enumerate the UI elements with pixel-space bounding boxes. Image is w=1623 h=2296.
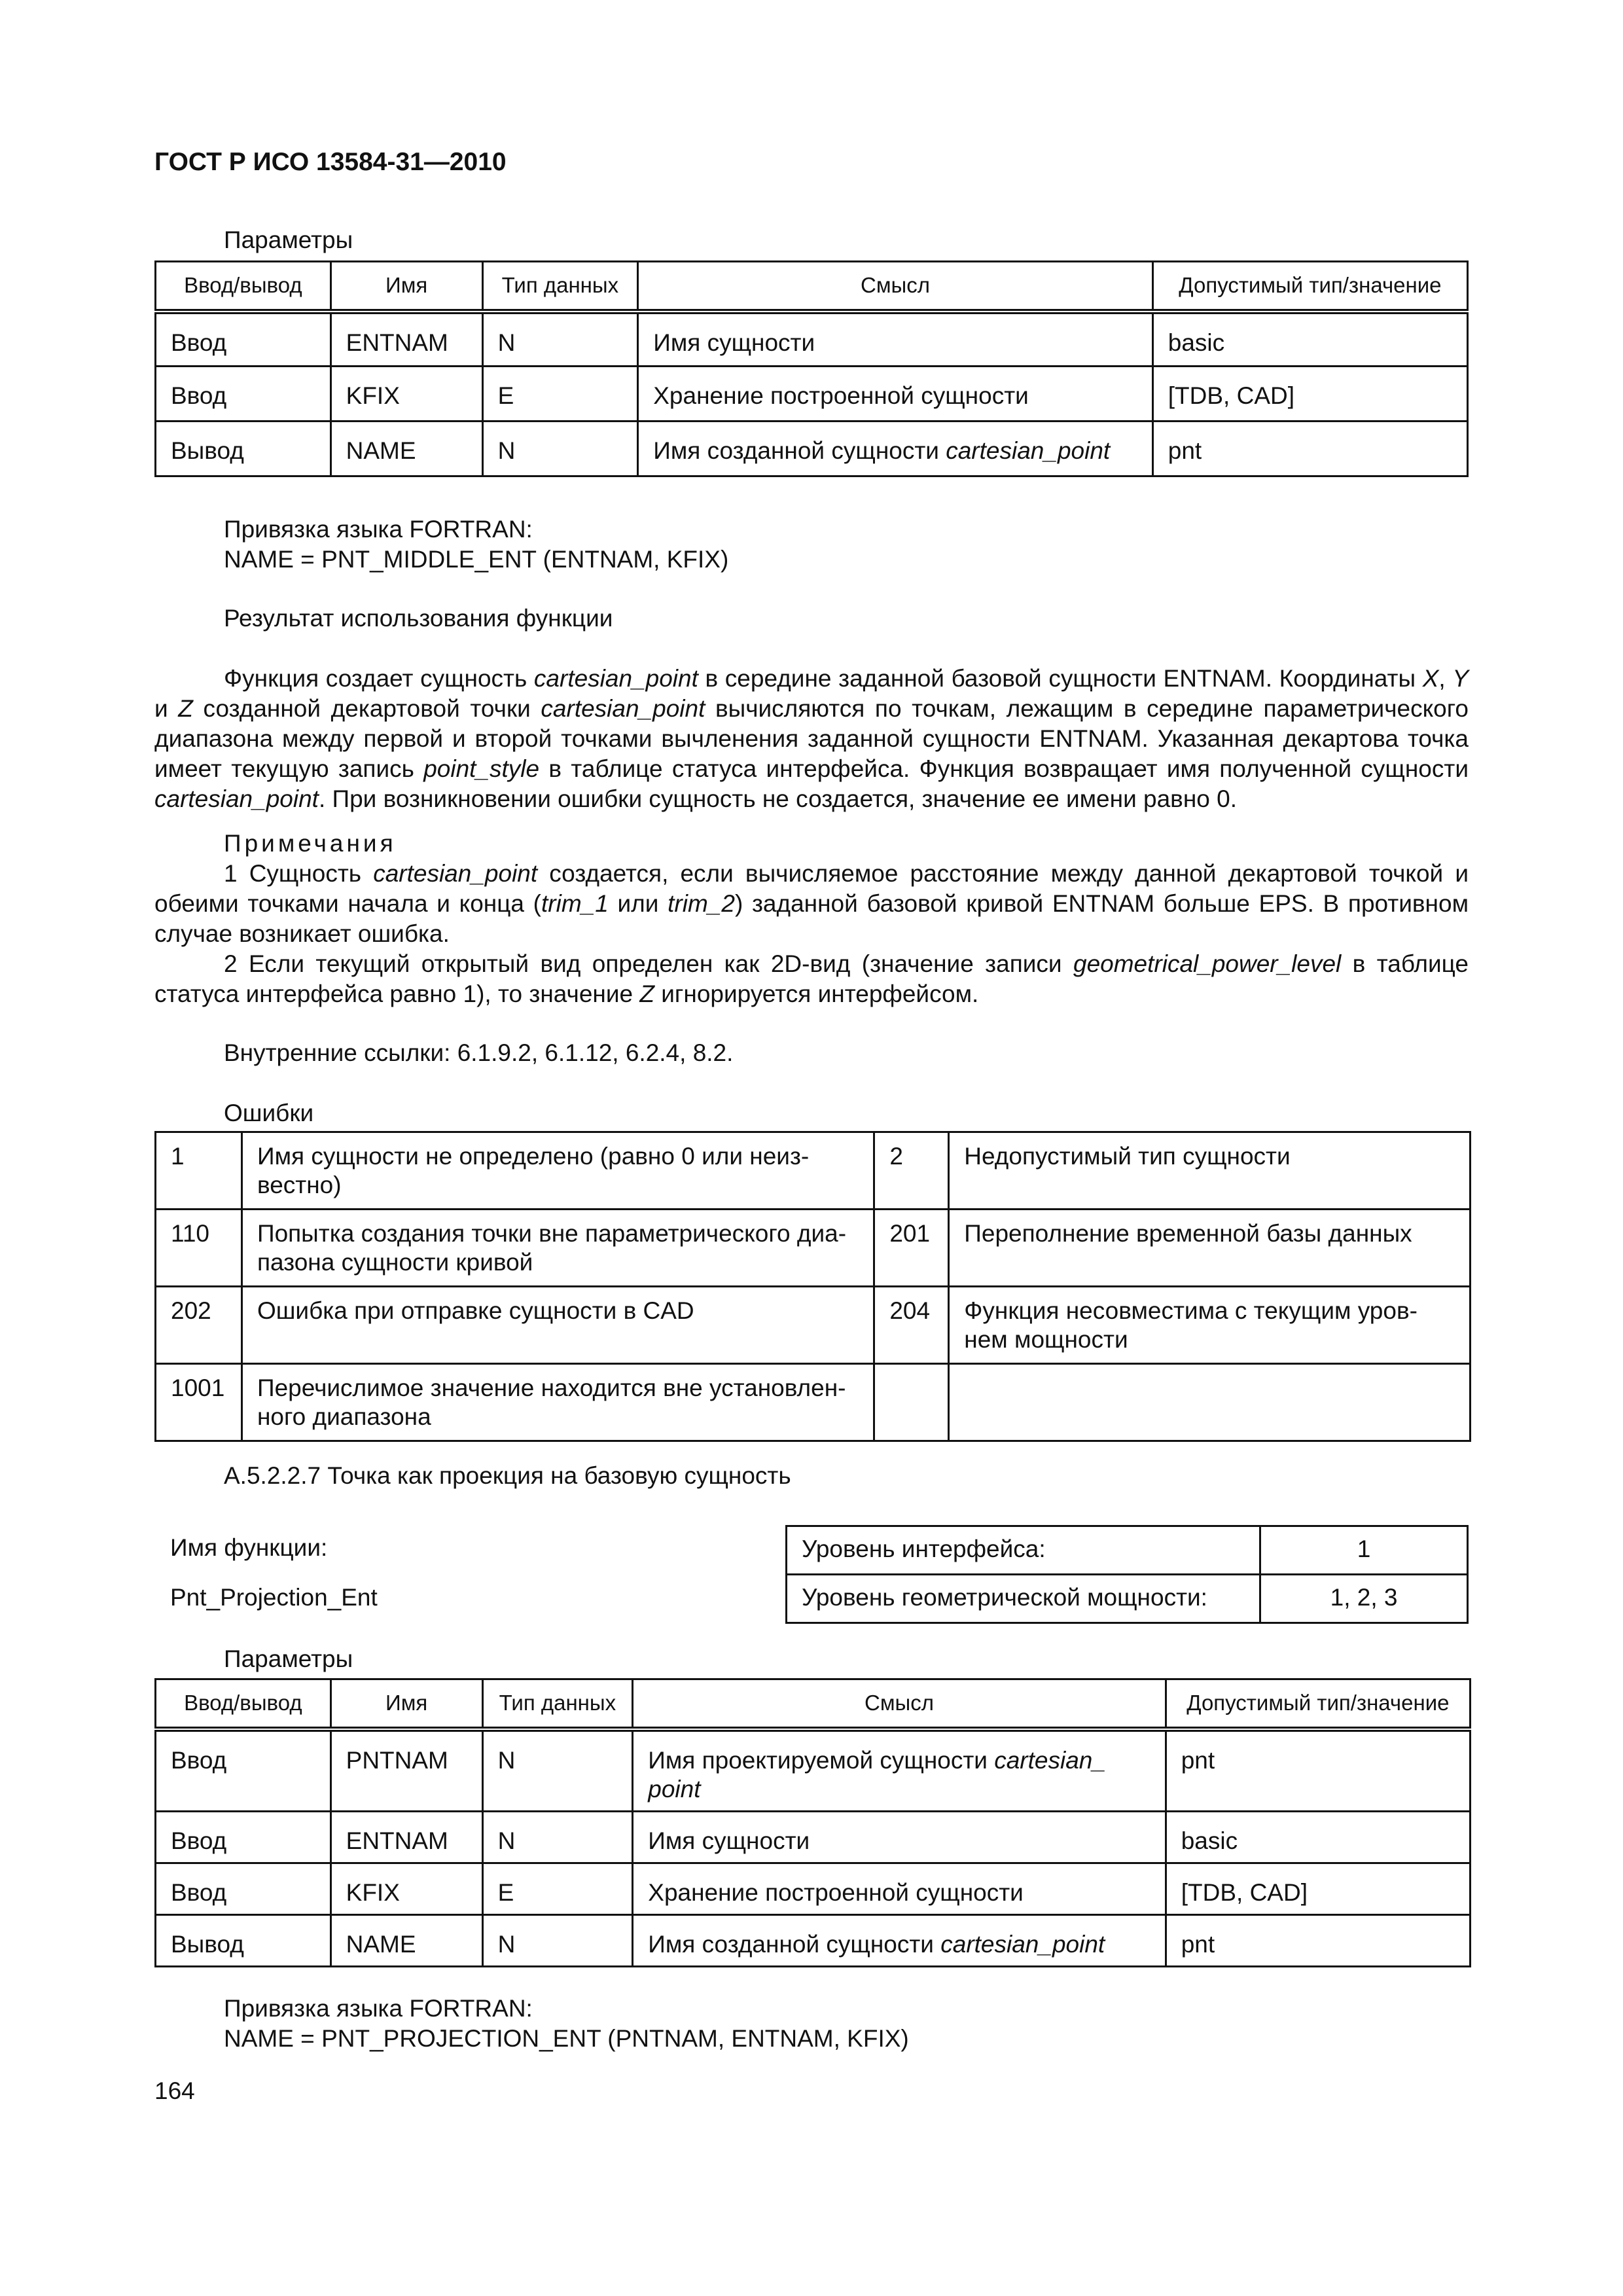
errors-caption: Ошибки [224, 1100, 314, 1126]
function-name-label: Имя функции: [170, 1534, 328, 1561]
error-text: Функция несовместима с текущим уров-нем мощности [949, 1287, 1471, 1364]
cell-meaning: Хранение построенной сущности [633, 1863, 1166, 1914]
table-row [156, 1863, 1471, 1914]
cell-allowed: basic [1166, 1811, 1470, 1863]
params2-caption: Параметры [224, 1645, 353, 1672]
params1-caption: Параметры [224, 226, 353, 253]
description-paragraph: Функция создает сущность cartesian_point в середине заданной базовой сущности ENTNAM. Координаты X, Y и Z созданной декартовой точки cartesian_point вычисляются по точкам, лежащим в середине параметрического диапазона между первой и второй точками вычленения заданной сущности ENTNAM. Указанная декартова точка имеет текущую запись point_style в таблице статуса интерфейса. Функция возвращает имя полученной сущности cartesian_point. При возникновении ошибки сущность не создается, значение ее имени равно 0. [154, 665, 1469, 812]
error-code: 202 [156, 1287, 242, 1364]
cell-name: ENTNAM [330, 312, 482, 367]
cell-io: Ввод [156, 367, 331, 422]
notes-heading: Примечания [224, 830, 397, 857]
cell-io: Ввод [156, 1729, 331, 1812]
error-text: Попытка создания точки вне параметрического диа-пазона сущности кривой [241, 1210, 874, 1287]
error-text [949, 1364, 1471, 1441]
table-row [156, 312, 1468, 367]
table-row [156, 1914, 1471, 1966]
note-2: 2 Если текущий открытый вид определен как 2D-вид (значение записи geometrical_power_level в таблице статуса интерфейса равно 1), то значение Z игнорируется интерфейсом. [154, 950, 1469, 1007]
col-allowed: Допустимый тип/значение [1166, 1679, 1470, 1729]
error-code: 1001 [156, 1364, 242, 1441]
cell-name: ENTNAM [330, 1811, 482, 1863]
params2-table [154, 1678, 1471, 1967]
table-row [787, 1575, 1468, 1623]
cell-meaning: Имя сущности [638, 312, 1153, 367]
errors-table [154, 1131, 1471, 1442]
col-name: Имя [330, 1679, 482, 1729]
cell-type: E [482, 1863, 633, 1914]
error-code: 204 [874, 1287, 949, 1364]
error-code: 110 [156, 1210, 242, 1287]
col-allowed: Допустимый тип/значение [1152, 262, 1467, 312]
table-row [156, 1132, 1471, 1210]
cell-allowed: basic [1152, 312, 1467, 367]
cell-allowed: pnt [1152, 422, 1467, 476]
error-code [874, 1364, 949, 1441]
cell-io: Ввод [156, 1811, 331, 1863]
table-row [156, 1811, 1471, 1863]
col-name: Имя [330, 262, 482, 312]
col-type: Тип данных [482, 262, 638, 312]
col-meaning: Смысл [638, 262, 1153, 312]
cell-type: N [482, 1729, 633, 1812]
cell-meaning: Хранение построенной сущности [638, 367, 1153, 422]
error-code: 1 [156, 1132, 242, 1210]
level-value: 1 [1260, 1526, 1468, 1575]
page-number: 164 [154, 2077, 195, 2104]
level-value: 1, 2, 3 [1260, 1575, 1468, 1623]
table-row [787, 1526, 1468, 1575]
level-label: Уровень геометрической мощности: [787, 1575, 1260, 1623]
col-io: Ввод/вывод [156, 262, 331, 312]
cell-meaning: Имя созданной сущности cartesian_point [633, 1914, 1166, 1966]
error-text: Переполнение временной базы данных [949, 1210, 1471, 1287]
error-code: 201 [874, 1210, 949, 1287]
cell-allowed: [TDB, CAD] [1166, 1863, 1470, 1914]
cell-name: KFIX [330, 1863, 482, 1914]
fortran1-label: Привязка языка FORTRAN: [224, 516, 533, 543]
cell-allowed: [TDB, CAD] [1152, 367, 1467, 422]
table-row [156, 1287, 1471, 1364]
levels-table [785, 1525, 1469, 1624]
function-name: Pnt_Projection_Ent [170, 1584, 378, 1611]
cell-type: N [482, 1914, 633, 1966]
col-meaning: Смысл [633, 1679, 1166, 1729]
cell-meaning: Имя сущности [633, 1811, 1166, 1863]
internal-refs: Внутренние ссылки: 6.1.9.2, 6.1.12, 6.2.4, 8.2. [224, 1039, 734, 1066]
table-row [156, 1210, 1471, 1287]
cell-meaning: Имя созданной сущности cartesian_point [638, 422, 1153, 476]
cell-type: E [482, 367, 638, 422]
cell-type: N [482, 312, 638, 367]
note-1: 1 Сущность cartesian_point создается, если вычисляемое расстояние между данной декартовой точкой и обеими точками начала и конца (trim_1 или trim_2) заданной базовой кривой ENTNAM больше EPS. В противном случае возникает ошибка. [154, 860, 1469, 947]
fortran2-code: NAME = PNT_PROJECTION_ENT (PNTNAM, ENTNAM, KFIX) [224, 2025, 909, 2052]
cell-io: Вывод [156, 1914, 331, 1966]
col-type: Тип данных [482, 1679, 633, 1729]
table-row [156, 1729, 1471, 1812]
cell-name: PNTNAM [330, 1729, 482, 1812]
fortran1-code: NAME = PNT_MIDDLE_ENT (ENTNAM, KFIX) [224, 546, 729, 573]
cell-io: Ввод [156, 1863, 331, 1914]
cell-type: N [482, 1811, 633, 1863]
error-text: Недопустимый тип сущности [949, 1132, 1471, 1210]
cell-name: NAME [330, 1914, 482, 1966]
cell-allowed: pnt [1166, 1729, 1470, 1812]
params1-table [154, 260, 1469, 477]
cell-allowed: pnt [1166, 1914, 1470, 1966]
error-text: Перечислимое значение находится вне установлен-ного диапазона [241, 1364, 874, 1441]
section-title: А.5.2.2.7 Точка как проекция на базовую сущность [224, 1462, 791, 1489]
cell-io: Ввод [156, 312, 331, 367]
cell-io: Вывод [156, 422, 331, 476]
table-row [156, 1364, 1471, 1441]
fortran2-label: Привязка языка FORTRAN: [224, 1995, 533, 2022]
table-row [156, 422, 1468, 476]
cell-type: N [482, 422, 638, 476]
document-header: ГОСТ Р ИСО 13584-31—2010 [154, 148, 507, 176]
cell-name: NAME [330, 422, 482, 476]
col-io: Ввод/вывод [156, 1679, 331, 1729]
error-text: Ошибка при отправке сущности в CAD [241, 1287, 874, 1364]
table-row [156, 367, 1468, 422]
level-label: Уровень интерфейса: [787, 1526, 1260, 1575]
result-heading: Результат использования функции [224, 605, 613, 632]
error-code: 2 [874, 1132, 949, 1210]
cell-meaning: Имя проектируемой сущности cartesian_ point [633, 1729, 1166, 1812]
error-text: Имя сущности не определено (равно 0 или неиз-вестно) [241, 1132, 874, 1210]
cell-name: KFIX [330, 367, 482, 422]
